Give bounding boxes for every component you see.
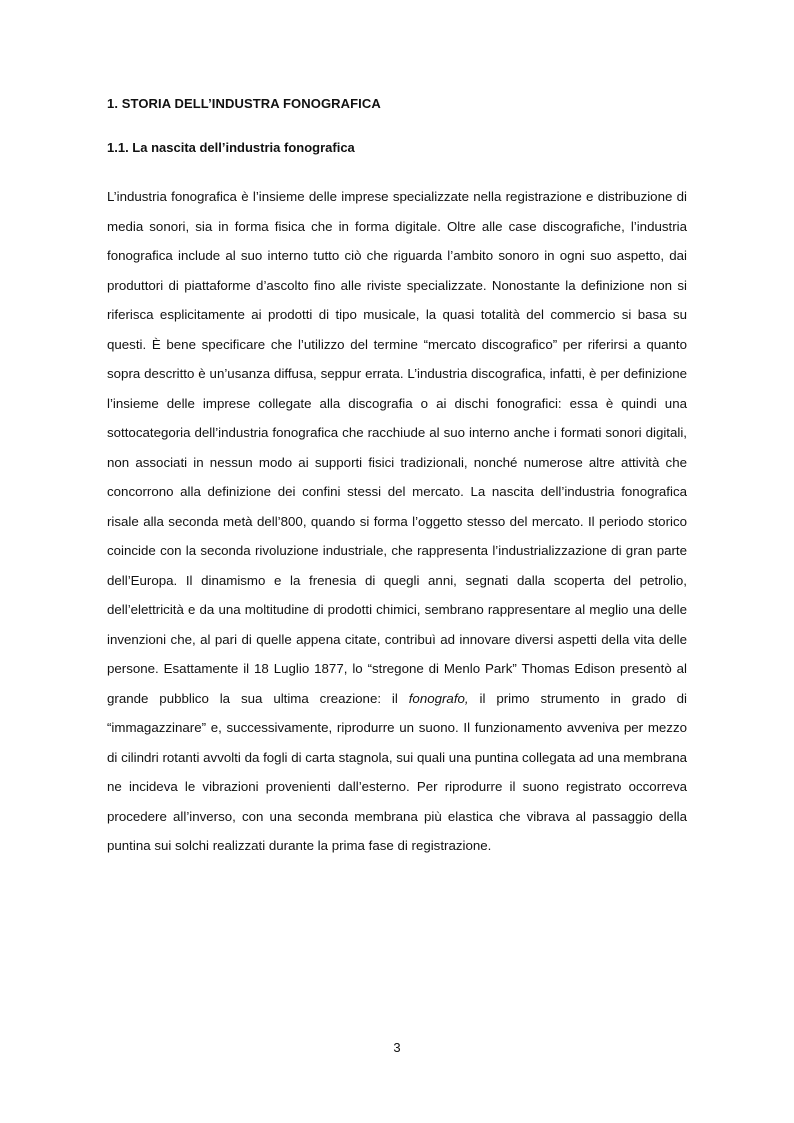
- page-number: 3: [393, 1040, 401, 1055]
- paragraph-text-before-italic: L’industria fonografica è l’insieme delle imprese specializzate nella registrazione e distribuzione di media sonori, sia in forma fisica che in forma digitale. Oltre alle case discografiche, l’industria fonografica include al suo interno tutto ciò che riguarda l’ambito sonoro in ogni suo aspetto, dai produttori di piattaforme d’ascolto fino alle riviste specializzate. Nonostante la definizione non si riferisca esplicitamente ai prodotti di tipo musicale, la quasi totalità del commercio si basa su questi. È bene specificare che l’utilizzo del termine “mercato discografico” per riferirsi a quanto sopra descritto è un’usanza diffusa, seppur errata. L’industria discografica, infatti, è per definizione l’insieme delle imprese collegate alla discografia o ai dischi fonografici: essa è quindi una sottocategoria dell’industria fonografica che racchiude al suo interno anche i formati sonori digitali, non associati in nessun modo ai supporti fisici tradizionali, nonché numerose altre attività che concorrono alla definizione dei confini stessi del mercato. La nascita dell’industria fonografica risale alla seconda metà dell’800, quando si forma l’oggetto stesso del mercato. Il periodo storico coincide con la seconda rivoluzione industriale, che rappresenta l’industrializzazione di gran parte dell’Europa. Il dinamismo e la frenesia di quegli anni, segnati dalla scoperta del petrolio, dell’elettricità e da una moltitudine di prodotti chimici, sembrano rappresentare al meglio una delle invenzioni che, al pari di quelle appena citate, contribuì ad innovare diversi aspetti della vita delle persone. Esattamente il 18 Luglio 1877, lo “stregone di Menlo Park” Thomas Edison presentò al grande pubblico la sua ultima creazione: il: [107, 189, 687, 706]
- section-title: 1.1. La nascita dell’industria fonografica: [107, 140, 355, 155]
- body-paragraph: [107, 182, 687, 861]
- italic-term: fonografo,: [408, 690, 469, 706]
- paragraph-text-after-italic: il primo strumento in grado di “immagazzinare” e, successivamente, riprodurre un suono. Il funzionamento avveniva per mezzo di cilindri rotanti avvolti da fogli di carta stagnola, sui quali una puntina collegata ad una membrana ne incideva le vibrazioni provenienti dall’esterno. Per riprodurre il suono registrato occorreva procedere all’inverso, con una seconda membrana più elastica che vibrava al passaggio della puntina sui solchi realizzati durante la prima fase di registrazione.: [107, 690, 687, 853]
- chapter-title: 1. STORIA DELL’INDUSTRA FONOGRAFICA: [107, 96, 381, 111]
